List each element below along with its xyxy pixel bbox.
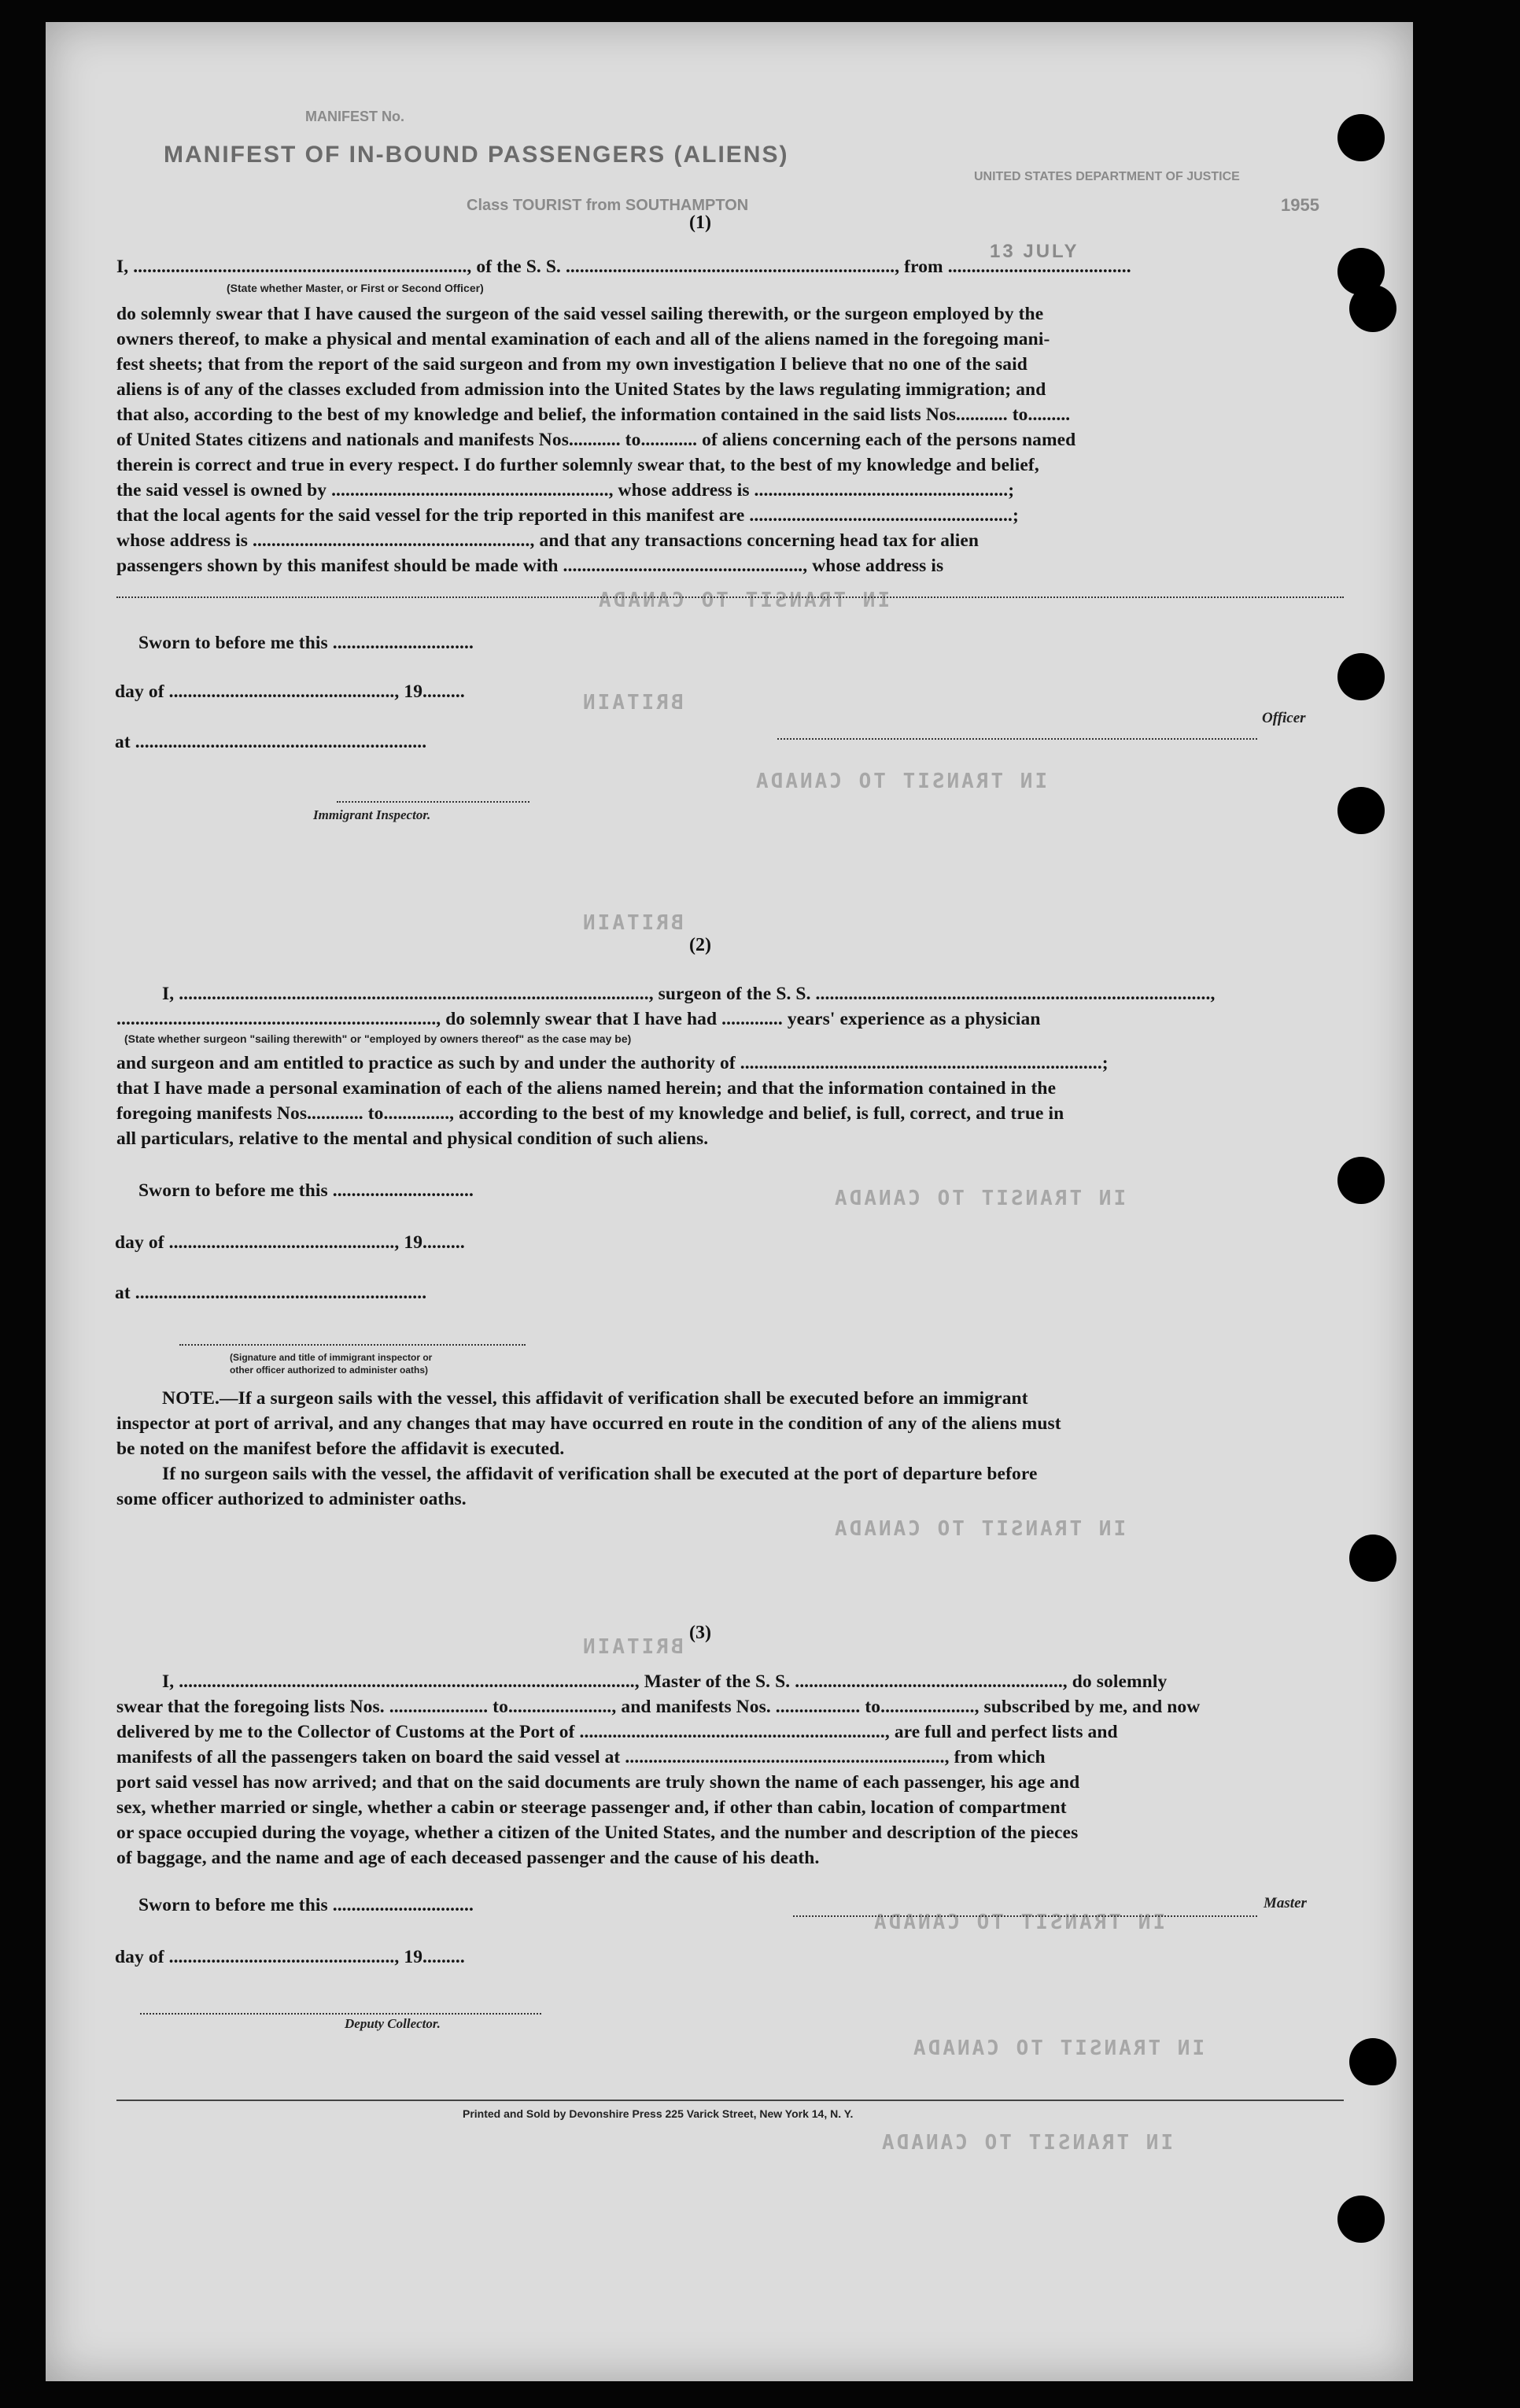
at-line: at .............................................................. (115, 1283, 427, 1303)
punch-hole (1337, 787, 1385, 834)
ghost-text: IN TRANSIT TO CANADA (911, 2037, 1205, 2060)
master-label: Master (1264, 1895, 1307, 1911)
note-line: some officer authorized to administer oaths. (116, 1489, 467, 1509)
section2-line: I, ...................................................................................................., surgeon of the S. S. ...................................................................................., (162, 984, 1216, 1004)
collector-label: Deputy Collector. (345, 2016, 441, 2031)
section1-line: passengers shown by this manifest should be made with ..................................................., whose address is (116, 556, 944, 576)
section1-line: of United States citizens and nationals and manifests Nos........... to............ of aliens concerning each of the persons named (116, 430, 1076, 450)
section3-line: of baggage, and the name and age of each deceased passenger and the cause of his death. (116, 1848, 820, 1868)
ghost-text: BRITAIN (581, 1635, 684, 1659)
ghost-text: IN TRANSIT TO CANADA (754, 770, 1048, 793)
ghost-text: IN TRANSIT TO CANADA (880, 2131, 1174, 2155)
class-line: Class TOURIST from SOUTHAMPTON (467, 197, 749, 214)
section2-line: that I have made a personal examination of each of the aliens named herein; and that the information contained in the (116, 1078, 1057, 1099)
surgeon-hint: (State whether surgeon "sailing therewith" or "employed by owners thereof" as the case may be) (124, 1032, 632, 1045)
section1-line: therein is correct and true in every respect. I do further solemnly swear that, to the best of my knowledge and belief, (116, 455, 1039, 475)
inspector-signature-line (337, 801, 529, 803)
master-signature-line (793, 1915, 1257, 1917)
master-hint: (State whether Master, or First or Second Officer) (227, 282, 484, 294)
inspector-signature-line (179, 1344, 526, 1346)
section3-line: or space occupied during the voyage, whether a citizen of the United States, and the number and description of the pieces (116, 1823, 1079, 1843)
section3-line: delivered by me to the Collector of Customs at the Port of ................................................................., are full and perfect lists and (116, 1722, 1118, 1742)
document-page (46, 22, 1413, 2381)
officer-label: Officer (1262, 710, 1306, 726)
section1-line: aliens is of any of the classes excluded from admission into the United States by the laws regulating immigration; and (116, 379, 1046, 400)
section3-line: I, ................................................................................................., Master of the S. S. ........................................................., do solemnly (162, 1671, 1168, 1692)
section3-line: sex, whether married or single, whether a cabin or steerage passenger and, if other than cabin, location of compartment (116, 1797, 1067, 1818)
ghost-text: IN TRANSIT TO CANADA (832, 1187, 1127, 1210)
section1-line: the said vessel is owned by ..........................................................., whose address is ......................................................; (116, 480, 1015, 500)
section1-line: do solemnly swear that I have caused the surgeon of the said vessel sailing therewith, or the surgeon employed by the (116, 304, 1044, 324)
ghost-text: BRITAIN (581, 911, 684, 935)
note-line: If no surgeon sails with the vessel, the affidavit of verification shall be executed at the port of departure before (162, 1464, 1038, 1484)
section3-line: port said vessel has now arrived; and that on the said documents are truly shown the name of each passenger, his age and (116, 1772, 1080, 1793)
section2-line: all particulars, relative to the mental and physical condition of such aliens. (116, 1128, 709, 1149)
signature-label: (Signature and title of immigrant inspector or (230, 1352, 433, 1363)
footer-rule (116, 2100, 1344, 2101)
note-line: inspector at port of arrival, and any changes that may have occurred en route in the condition of any of the aliens must (116, 1413, 1061, 1434)
signature-label: other officer authorized to administer oaths) (230, 1365, 429, 1376)
section3-line: swear that the foregoing lists Nos. ..................... to......................, and manifests Nos. .................. to...................., subscribed by me, and now (116, 1697, 1201, 1717)
inspector-label: Immigrant Inspector. (313, 807, 431, 822)
section1-line: whose address is ..........................................................., and that any transactions concerning head tax for alien (116, 530, 980, 551)
section2-line: foregoing manifests Nos............ to.............., according to the best of my knowledge and belief, is full, correct, and true in (116, 1103, 1064, 1124)
punch-hole (1349, 1535, 1396, 1582)
manifest-title: MANIFEST OF IN-BOUND PASSENGERS (ALIENS) (164, 142, 789, 168)
ghost-text: IN TRANSIT TO CANADA (872, 1911, 1166, 1934)
day-line: day of ................................................, 19......... (115, 681, 465, 702)
punch-hole (1349, 285, 1396, 332)
sworn-line: Sworn to before me this .............................. (138, 1895, 474, 1915)
day-line: day of ................................................, 19......... (115, 1947, 465, 1967)
date-stamp: 13 JULY (990, 241, 1079, 262)
punch-hole (1337, 653, 1385, 700)
section1-line: that also, according to the best of my knowledge and belief, the information contained in the said lists Nos........... to......... (116, 404, 1071, 425)
ghost-text: IN TRANSIT TO CANADA (832, 1517, 1127, 1541)
at-line: at .............................................................. (115, 732, 427, 752)
day-line: day of ................................................, 19......... (115, 1232, 465, 1253)
section1-line: I, ......................................................................., of the S. S. ......................................................................, from ....................................... (116, 257, 1131, 277)
department-header: UNITED STATES DEPARTMENT OF JUSTICE (974, 170, 1240, 183)
note-line: NOTE.—If a surgeon sails with the vessel, this affidavit of verification shall be executed before an immigrant (162, 1388, 1028, 1409)
year: 1955 (1281, 195, 1319, 215)
punch-hole (1337, 2196, 1385, 2243)
ghost-text: BRITAIN (581, 691, 684, 715)
punch-hole (1337, 114, 1385, 161)
manifest-no: MANIFEST No. (305, 109, 404, 124)
punch-hole (1349, 2038, 1396, 2085)
sworn-line: Sworn to before me this .............................. (138, 633, 474, 653)
section-number: (1) (689, 212, 711, 233)
printer-credit: Printed and Sold by Devonshire Press 225 Varick Street, New York 14, N. Y. (463, 2107, 854, 2120)
collector-signature-line (140, 2013, 541, 2015)
section-number: (2) (689, 935, 711, 955)
section-number: (3) (689, 1623, 711, 1643)
sworn-line: Sworn to before me this .............................. (138, 1180, 474, 1201)
section3-line: manifests of all the passengers taken on board the said vessel at ...................................................................., from which (116, 1747, 1046, 1767)
section2-line: ...................................................................., do solemnly swear that I have had ............. years' experience as a physician (116, 1009, 1041, 1029)
section1-line: owners thereof, to make a physical and mental examination of each and all of the aliens named in the foregoing mani- (116, 329, 1050, 349)
address-line (116, 596, 1344, 598)
punch-hole (1337, 1157, 1385, 1204)
section1-line: fest sheets; that from the report of the said surgeon and from my own investigation I believe that no one of the said (116, 354, 1027, 375)
section2-line: and surgeon and am entitled to practice as such by and under the authority of .............................................................................; (116, 1053, 1109, 1073)
note-line: be noted on the manifest before the affidavit is executed. (116, 1439, 565, 1459)
section1-line: that the local agents for the said vessel for the trip reported in this manifest are ........................................................; (116, 505, 1019, 526)
ghost-text: IN TRANSIT TO CANADA (596, 589, 891, 612)
officer-signature-line (777, 738, 1257, 740)
